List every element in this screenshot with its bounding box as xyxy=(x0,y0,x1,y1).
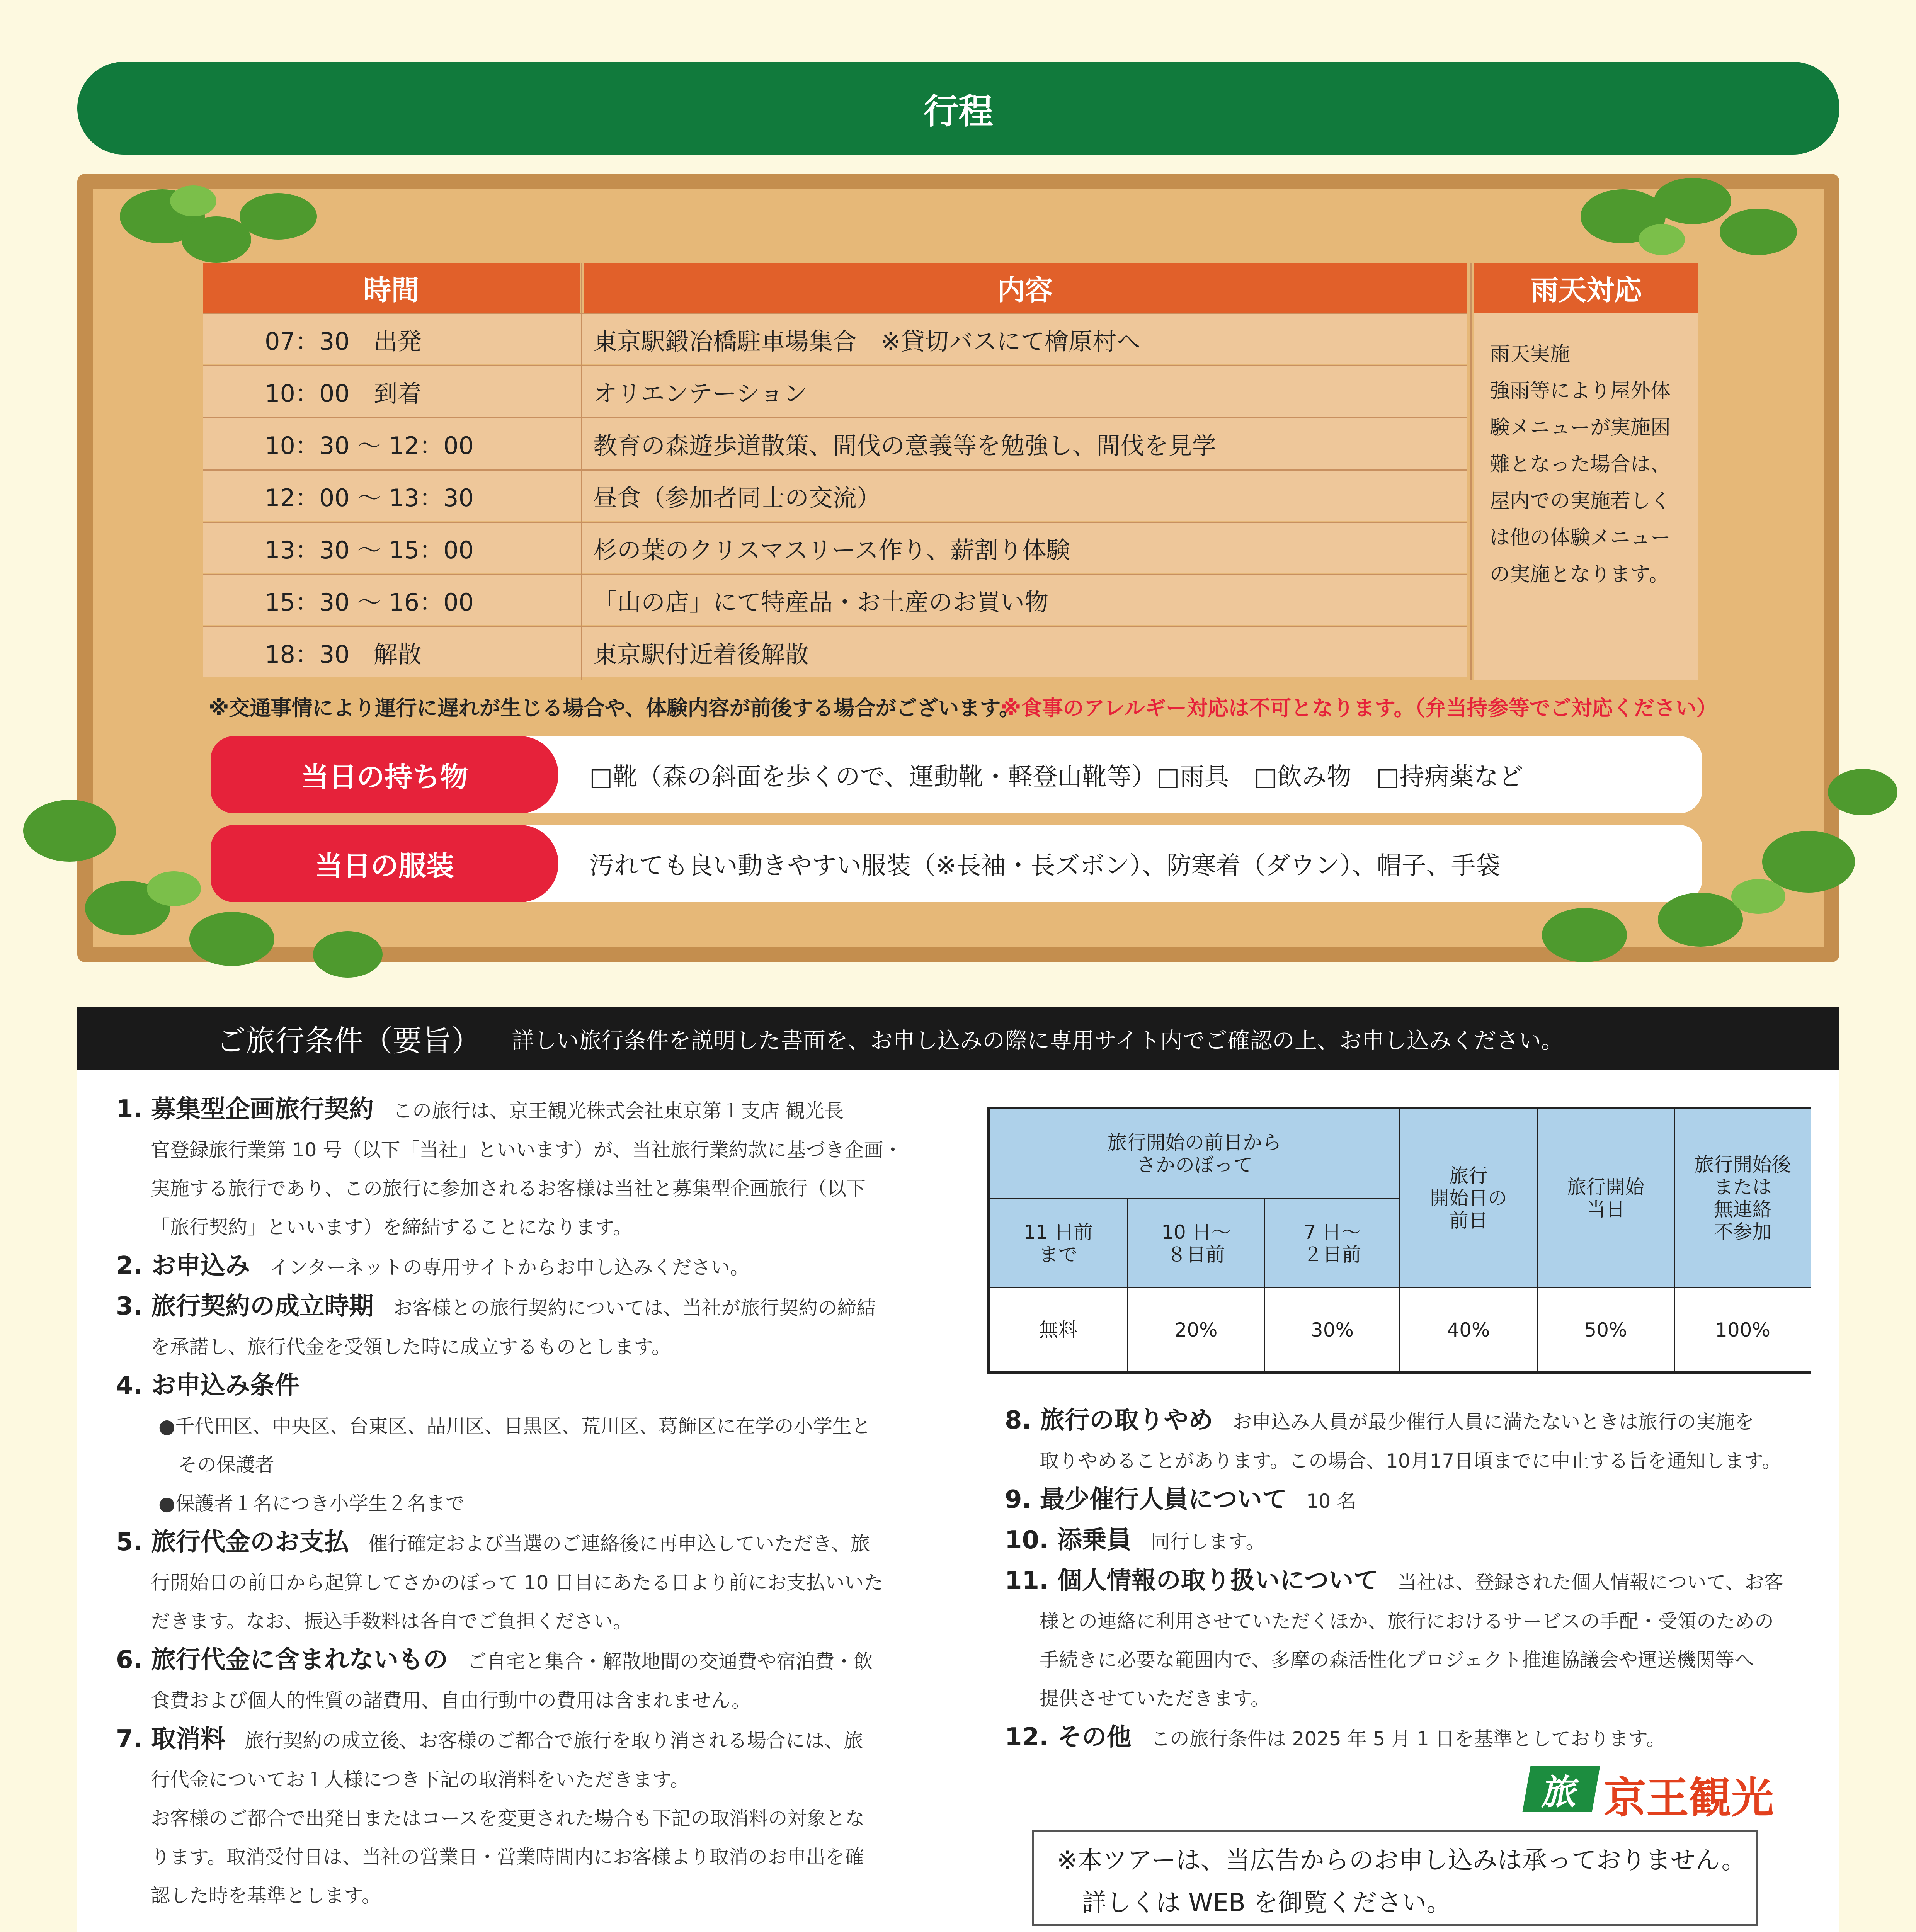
condition-bullet: ●千代田区、中央区、台東区、品川区、目黒区、荒川区、葛飾区に在学の小学生と xyxy=(158,1415,871,1437)
fee-value: 20% xyxy=(1127,1287,1264,1371)
fee-value: 100% xyxy=(1674,1287,1811,1371)
condition-item xyxy=(1005,1723,1836,1753)
condition-text: 10 名 xyxy=(1306,1490,1356,1512)
clothing-label: 当日の服装 xyxy=(211,825,558,902)
condition-heading: 5. 旅行代金のお支払 xyxy=(116,1528,349,1556)
condition-item xyxy=(1005,1406,1836,1436)
condition-item xyxy=(116,1252,966,1281)
condition-text: 行開始日の前日から起算してさかのぼって 10 日目にあたる日より前にお支払いいた xyxy=(151,1571,883,1594)
conditions-subtitle: 詳しい旅行条件を説明した書面を、お申し込みの際に専用サイト内でご確認の上、お申し込みください。 xyxy=(512,1027,1564,1054)
condition-heading: 7. 取消料 xyxy=(116,1725,226,1753)
condition-item xyxy=(116,1528,966,1558)
schedule-time: 13：30 ～ 15：00 xyxy=(265,536,474,564)
rain-policy-cell: 雨天実施 強雨等により屋外体 験メニューが実施困 難となった場合は、 屋内での実施若しく は他の体験メニュー の実施となります。 xyxy=(1474,313,1698,680)
condition-text: 行代金についてお１人様につき下記の取消料をいただきます。 xyxy=(151,1769,689,1791)
condition-text: 手続きに必要な範囲内で、多摩の森活性化プロジェクト推進協議会や運送機関等へ xyxy=(1040,1649,1754,1671)
content-header: 内容 xyxy=(584,263,1467,313)
condition-text: だきます。なお、振込手数料は各自でご負担ください。 xyxy=(151,1610,632,1633)
schedule-content: オリエンテーション xyxy=(593,379,808,408)
schedule-time: 10：30 ～ 12：00 xyxy=(265,431,474,460)
condition-bullet: その保護者 xyxy=(158,1454,274,1476)
condition-heading: 12. その他 xyxy=(1005,1723,1132,1752)
condition-text: 食費および個人的性質の諸費用、自由行動中の費用は含まれません。 xyxy=(151,1689,751,1712)
condition-text: この旅行条件は 2025 年 5 月 1 日を基準としております。 xyxy=(1150,1728,1666,1750)
condition-heading: 8. 旅行の取りやめ xyxy=(1005,1406,1213,1435)
condition-heading: 4. お申込み条件 xyxy=(116,1371,300,1400)
condition-text: ご自宅と集合・解散地間の交通費や宿泊費・飲 xyxy=(467,1650,873,1673)
fee-column-header: 7 日～ ２日前 xyxy=(1264,1198,1399,1287)
condition-text: お客様のご都合で出発日またはコースを変更された場合も下記の取消料の対象とな xyxy=(151,1807,865,1830)
condition-heading: 2. お申込み xyxy=(116,1252,250,1280)
schedule-content: 東京駅鍛冶橋駐車場集合 ※貸切バスにて檜原村へ xyxy=(593,327,1140,355)
condition-text: 官登録旅行業第 10 号（以下「当社」といいます）が、当社旅行業約款に基づき企画・ xyxy=(151,1139,903,1161)
condition-text: 当社は、登録された個人情報について、お客 xyxy=(1397,1571,1783,1594)
condition-heading: 10. 添乗員 xyxy=(1005,1526,1132,1554)
conditions-title: ご旅行条件（要旨） xyxy=(216,1024,481,1058)
fee-column-header: 10 日～ ８日前 xyxy=(1127,1198,1264,1287)
schedule-content: 「山の店」にて特産品・お土産のお買い物 xyxy=(593,588,1049,616)
condition-item xyxy=(116,1725,966,1755)
condition-item xyxy=(116,1095,966,1125)
condition-text: 実施する旅行であり、この旅行に参加されるお客様は当社と募集型企画旅行（以下 xyxy=(151,1177,866,1200)
belongings-text: □靴（森の斜面を歩くので、運動靴・軽登山靴等）□雨具 □飲み物 □持病薬など xyxy=(589,763,1523,791)
fee-value: 40% xyxy=(1399,1287,1537,1371)
fee-column-header: 旅行開始 当日 xyxy=(1537,1109,1674,1287)
schedule-time: 12：00 ～ 13：30 xyxy=(265,483,474,512)
condition-text: 同行します。 xyxy=(1150,1531,1265,1553)
condition-text: お客様との旅行契約については、当社が旅行契約の締結 xyxy=(393,1297,876,1319)
condition-item xyxy=(1005,1567,1836,1596)
condition-text: 様との連絡に利用させていただくほか、旅行におけるサービスの手配・受領のための xyxy=(1040,1610,1774,1633)
schedule-time: 10：00 到着 xyxy=(265,379,422,408)
rain-header: 雨天対応 xyxy=(1474,263,1698,313)
schedule-section-title: 行程 xyxy=(77,62,1839,155)
condition-text: ります。取消受付日は、当社の営業日・営業時間内にお客様より取消のお申出を確 xyxy=(151,1846,864,1868)
fee-column-header: 旅行開始後 または 無連絡 不参加 xyxy=(1674,1109,1811,1287)
condition-text: お申込み人員が最少催行人員に満たないときは旅行の実施を xyxy=(1232,1411,1754,1433)
condition-item xyxy=(116,1646,966,1675)
condition-item xyxy=(1005,1486,1836,1515)
fee-value: 30% xyxy=(1264,1287,1399,1371)
condition-heading: 11. 個人情報の取り扱いについて xyxy=(1005,1566,1378,1595)
condition-heading: 6. 旅行代金に含まれないもの xyxy=(116,1646,448,1674)
schedule-content: 東京駅付近着後解散 xyxy=(593,640,809,668)
condition-text: 認した時を基準とします。 xyxy=(151,1884,381,1907)
condition-text: この旅行は、京王観光株式会社東京第１支店 観光長 xyxy=(393,1100,844,1122)
condition-item xyxy=(116,1293,966,1322)
schedule-content: 昼食（参加者同士の交流） xyxy=(593,483,881,512)
condition-heading: 1. 募集型企画旅行契約 xyxy=(116,1095,374,1124)
allergy-note: ※食事のアレルギー対応は不可となります。（弁当持参等でご対応ください） xyxy=(1001,696,1717,720)
fee-value: 50% xyxy=(1537,1287,1674,1371)
condition-item xyxy=(1005,1526,1836,1556)
schedule-content: 教育の森遊歩道散策、間伐の意義等を勉強し、間伐を見学 xyxy=(593,431,1217,460)
condition-heading: 3. 旅行契約の成立時期 xyxy=(116,1292,374,1321)
web-notice-box: ※本ツアーは、当広告からのお申し込みは承っておりません。 詳しくは WEB を御覧ください。 xyxy=(1032,1830,1758,1926)
traffic-note: ※交通事情により運行に遅れが生じる場合や、体験内容が前後する場合がございます。 xyxy=(209,696,1020,720)
condition-heading: 9. 最少催行人員について xyxy=(1005,1485,1287,1514)
schedule-content: 杉の葉のクリスマスリース作り、薪割り体験 xyxy=(593,536,1070,564)
condition-bullet: ●保護者１名につき小学生２名まで xyxy=(158,1492,465,1515)
condition-item xyxy=(116,1372,966,1401)
schedule-time: 18：30 解散 xyxy=(265,640,422,668)
condition-text: 提供させていただきます。 xyxy=(1040,1687,1270,1710)
cancellation-fee-table xyxy=(987,1107,1811,1374)
condition-text: 催行確定および当選のご連絡後に再申込していただき、旅 xyxy=(368,1532,870,1555)
travel-logo-mark: 旅 xyxy=(1522,1766,1600,1812)
clothing-text: 汚れても良い動きやすい服装（※長袖・長ズボン）、防寒着（ダウン）、帽子、手袋 xyxy=(589,852,1501,880)
condition-text: 取りやめることがあります。この場合、10月17日頃までに中止する旨を通知します。 xyxy=(1040,1450,1782,1472)
condition-text: 「旅行契約」といいます）を締結することになります。 xyxy=(151,1216,632,1238)
condition-text: を承諾し、旅行代金を受領した時に成立するものとします。 xyxy=(151,1336,671,1358)
schedule-time: 07：30 出発 xyxy=(265,327,422,355)
fee-group-header: 旅行開始の前日から さかのぼって xyxy=(990,1109,1399,1198)
belongings-label: 当日の持ち物 xyxy=(211,736,558,813)
time-header: 時間 xyxy=(203,263,580,313)
schedule-time: 15：30 ～ 16：00 xyxy=(265,588,474,616)
fee-column-header: 11 日前 まで xyxy=(990,1198,1127,1287)
condition-text: 旅行契約の成立後、お客様のご都合で旅行を取り消される場合には、旅 xyxy=(245,1730,863,1752)
condition-text: インターネットの専用サイトからお申し込みください。 xyxy=(269,1256,750,1279)
keio-kanko-logo: 京王観光 xyxy=(1604,1773,1774,1823)
fee-value: 無料 xyxy=(990,1287,1127,1371)
fee-column-header: 旅行 開始日の 前日 xyxy=(1399,1109,1537,1287)
